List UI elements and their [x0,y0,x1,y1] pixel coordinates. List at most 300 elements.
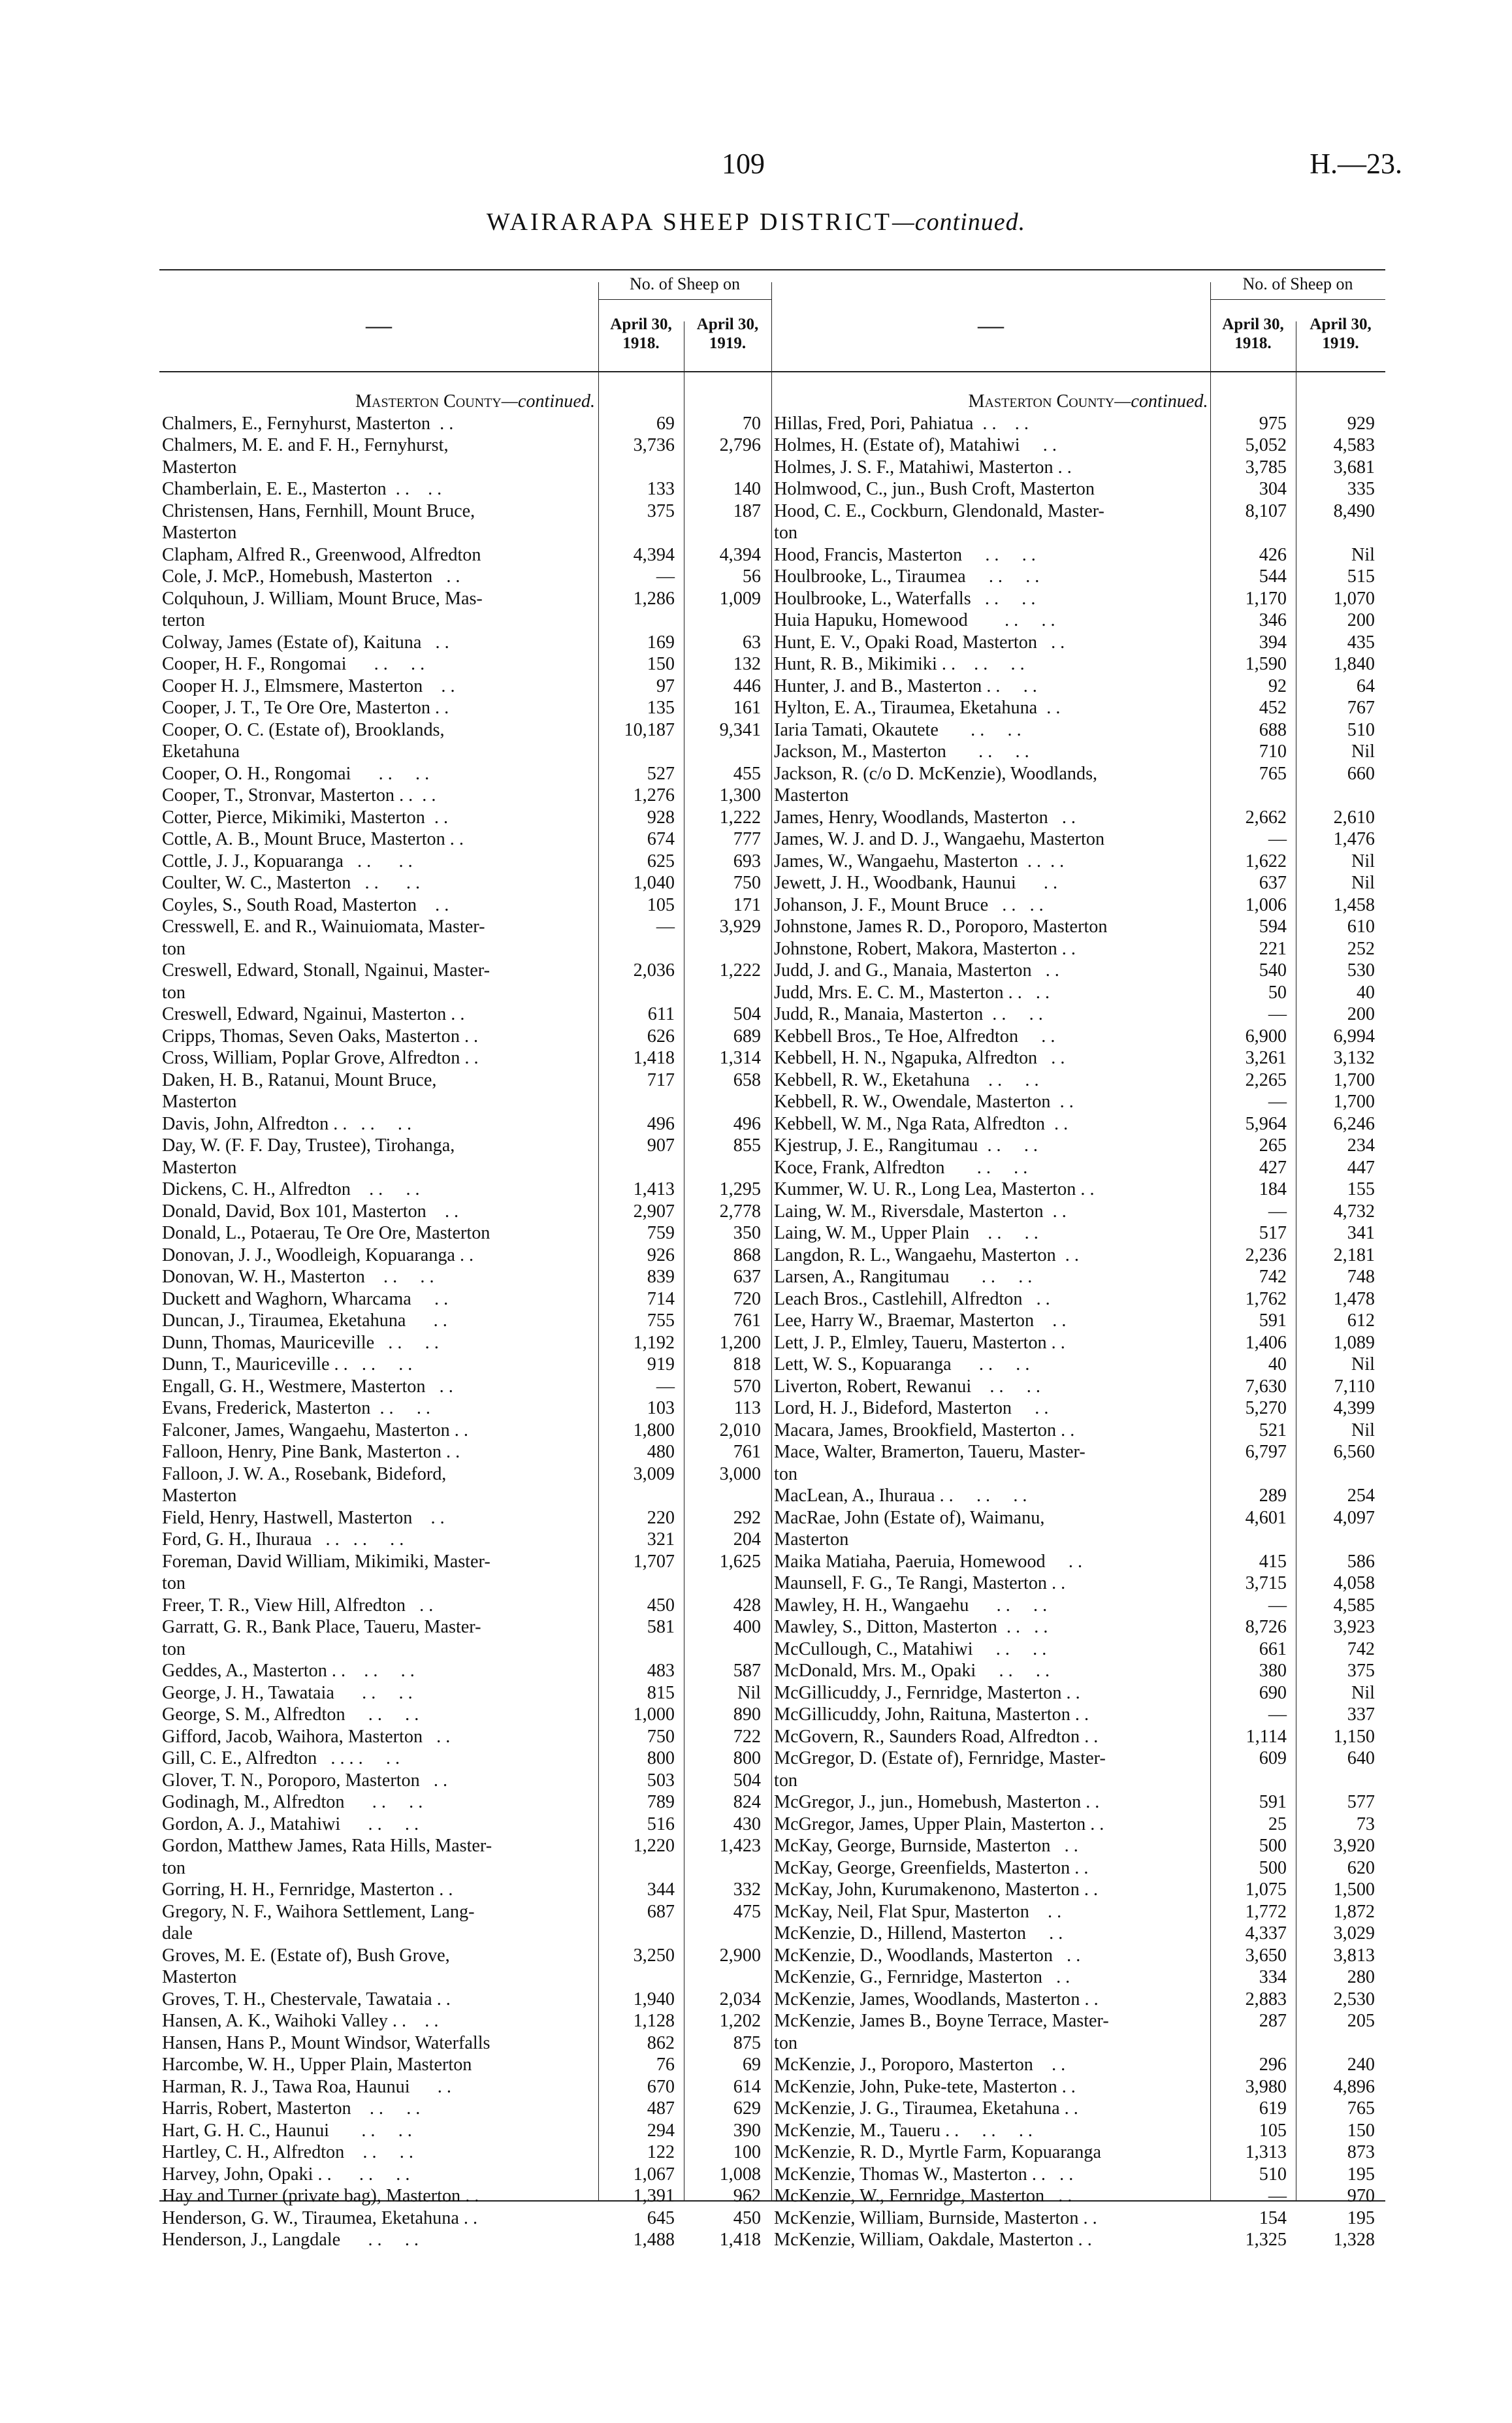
left-rows [159,413,771,2251]
sheep-1919: 240 [1347,2055,1375,2075]
owner-name: Colquhoun, J. William, Mount Bruce, Mas- [162,588,483,609]
sheep-count-header: No. of Sheep on [1210,274,1385,300]
sheep-1919: 187 [733,500,761,521]
table-row [771,2164,1385,2186]
table-row [159,1441,771,1463]
owner-name: Chalmers, E., Fernyhurst, Masterton . . [162,413,454,434]
table-row [771,1397,1385,1420]
sheep-1918: 5,270 [1245,1398,1287,1418]
owner-name: McKenzie, M., Taueru . . . . . . [774,2120,1033,2141]
table-row [159,2164,771,2186]
table-row [159,960,771,982]
owner-name: Eketahuna [162,741,240,762]
owner-name: Cooper, J. T., Te Ore Ore, Masterton . . [162,698,449,718]
sheep-1918: 1,413 [633,1179,675,1199]
sheep-1919: 530 [1347,960,1375,981]
sheep-1918: 2,907 [633,1201,675,1222]
table-row [771,653,1385,675]
owner-name: Hood, Francis, Masterton . . . . [774,544,1036,565]
table-row [159,1813,771,1836]
table-row [159,1113,771,1135]
sheep-1919: 2,796 [719,435,761,455]
owner-name: Duncan, J., Tiraumea, Eketahuna . . [162,1310,447,1331]
sheep-1919: 1,300 [719,785,761,805]
page-title [0,208,1512,236]
sheep-1919: 3,923 [1333,1617,1375,1637]
owner-name: Cooper, O. C. (Estate of), Brooklands, [162,719,445,740]
sheep-1919 [684,741,771,763]
sheep-1918: 380 [1259,1661,1287,1681]
sheep-1918: 611 [647,1004,675,1024]
table-row [771,2207,1385,2230]
owner-name: Garratt, G. R., Bank Place, Taueru, Master- [162,1617,481,1637]
table-row [771,1966,1385,1989]
table-row [159,1945,771,1967]
owner-name: Judd, R., Manaia, Masterton . . . . [774,1004,1043,1024]
table-body [771,391,1385,2251]
owner-name: Cross, William, Poplar Grove, Alfredton . . [162,1048,479,1068]
owner-name: Hay and Turner (private bag), Masterton . . [162,2186,479,2206]
sheep-1919: 510 [1347,719,1375,740]
sheep-1919 [1296,522,1385,544]
table-row [771,1310,1385,1332]
owner-name: Donovan, W. H., Masterton . . . . [162,1267,434,1287]
sheep-1919 [684,522,771,544]
sheep-1918: 5,052 [1245,435,1287,455]
owner-name: Falloon, Henry, Pine Bank, Masterton . . [162,1442,460,1462]
right-rows [771,413,1385,2251]
sheep-1918: 750 [647,1726,675,1747]
owner-name: ton [162,1638,186,1659]
sheep-1919: 1,840 [1333,654,1375,674]
sheep-1919: 1,222 [719,807,761,828]
owner-name: McGillicuddy, John, Raituna, Masterton . . [774,1704,1089,1725]
owner-name: Hartley, C. H., Alfredton . . . . [162,2142,413,2162]
sheep-1919 [1296,785,1385,807]
sheep-1918: 2,883 [1245,1989,1287,2009]
sheep-1918 [1210,1463,1296,1486]
sheep-1919: 504 [733,1004,761,1024]
table-row [159,2076,771,2098]
sheep-1919 [684,982,771,1004]
sheep-1918: 500 [1259,1836,1287,1856]
sheep-1918 [1210,522,1296,544]
table-row [771,763,1385,785]
sheep-1918: 122 [647,2142,675,2162]
owner-name: Cooper, T., Stronvar, Masterton . . . . [162,785,436,805]
sheep-1918: 105 [1259,2120,1287,2141]
sheep-1919: 515 [1347,566,1375,587]
sheep-1918: 483 [647,1661,675,1681]
sheep-1918 [598,1857,684,1879]
owner-name: Kebbell Bros., Te Hoe, Alfredton . . [774,1026,1055,1047]
owner-name: Hansen, A. K., Waihoki Valley . . . . [162,2011,439,2031]
table-row [159,1835,771,1857]
owner-name: Creswell, Edward, Ngainui, Masterton . . [162,1004,465,1024]
owner-name: Cole, J. McP., Homebush, Masterton . . [162,566,460,587]
sheep-1919: 335 [1347,479,1375,499]
sheep-1918: 265 [1259,1135,1287,1156]
table-row [771,807,1385,829]
sheep-1918: 1,192 [633,1332,675,1353]
owner-name: Dunn, T., Mauriceville . . . . . . [162,1354,413,1374]
table-row [159,1572,771,1595]
sheep-1918 [598,1572,684,1595]
sheep-1919: 4,585 [1333,1595,1375,1616]
owner-name: Hunter, J. and B., Masterton . . . . [774,675,1037,696]
sheep-1918 [598,1966,684,1989]
sheep-1919: 254 [1347,1486,1375,1506]
owner-name: McKay, George, Greenfields, Masterton . . [774,1857,1089,1878]
sheep-1918: 426 [1259,544,1287,565]
table-row [159,1616,771,1638]
table-row [771,434,1385,457]
sheep-1919: 430 [733,1813,761,1834]
sheep-1918: 221 [1259,938,1287,959]
sheep-1918 [598,1485,684,1507]
table-row [771,2010,1385,2032]
sheep-1919: 767 [1347,698,1375,718]
sheep-1918: 304 [1259,479,1287,499]
table-row [159,1879,771,1901]
sheep-1918: 637 [1259,873,1287,893]
table-row [159,1332,771,1354]
left-table [159,269,771,2250]
table-row [771,1376,1385,1398]
owner-name: Jackson, M., Masterton . . . . [774,741,1029,762]
table-row [159,588,771,610]
table-row [771,1222,1385,1244]
table-row [771,610,1385,632]
table-row [159,2098,771,2120]
sheep-1918: 1,220 [633,1836,675,1856]
owner-name: Cooper, O. H., Rongomai . . . . [162,763,430,784]
sheep-1919: 155 [1347,1179,1375,1199]
table-row [771,2076,1385,2098]
owner-name: Colway, James (Estate of), Kaituna . . [162,632,449,653]
sheep-1919: 777 [733,829,761,849]
table-row [771,457,1385,479]
sheep-1918: 3,250 [633,1945,675,1966]
table-row [159,610,771,632]
owner-name: Chamberlain, E. E., Masterton . . . . [162,479,442,499]
sheep-1919: 587 [733,1661,761,1681]
owner-name: Harris, Robert, Masterton . . . . [162,2098,421,2119]
table-row [159,1682,771,1704]
table-row [771,916,1385,938]
sheep-1919: 63 [742,632,761,653]
sheep-1919: 610 [1347,917,1375,937]
table-row [771,1660,1385,1682]
table-row [159,894,771,917]
owner-name: MacRae, John (Estate of), Waimanu, [774,1507,1045,1528]
table-row [159,2054,771,2076]
sheep-1919: 824 [733,1792,761,1812]
sheep-1919: 69 [742,2055,761,2075]
table-row [159,434,771,457]
sheep-1918: 50 [1268,982,1287,1003]
owner-name: George, J. H., Tawataia . . . . [162,1682,413,1703]
year-1919-year: 1919. [709,334,747,352]
owner-name: McKenzie, J., Poroporo, Masterton . . [774,2055,1066,2075]
owner-name: Maika Matiaha, Paeruia, Homewood . . [774,1551,1083,1572]
sheep-1918: — [1268,1595,1287,1616]
sheep-1918: 517 [1259,1223,1287,1243]
sheep-1919: 890 [733,1704,761,1725]
table-row [771,588,1385,610]
sheep-1918: 759 [647,1223,675,1243]
table-row [159,982,771,1004]
sheep-1918: 674 [647,829,675,849]
owner-name: Masterton [162,1967,237,1987]
owner-name: Donald, David, Box 101, Masterton . . [162,1201,459,1222]
table-row [771,2120,1385,2142]
owner-name: Cooper H. J., Elmsmere, Masterton . . [162,675,455,696]
owner-name: McKenzie, D., Woodlands, Masterton . . [774,1945,1081,1966]
sheep-1919: 113 [733,1398,761,1418]
sheep-1919 [684,1638,771,1661]
owner-name: Gill, C. E., Alfredton . . . . . . [162,1748,400,1768]
sheep-1919: Nil [1351,873,1375,893]
sheep-1918: 287 [1259,2011,1287,2031]
owner-name: Mace, Walter, Bramerton, Taueru, Master- [774,1442,1086,1462]
owner-name: McKay, John, Kurumakenono, Masterton . . [774,1879,1099,1900]
table-row [771,1463,1385,1486]
table-row [159,697,771,719]
owner-name: McKenzie, Thomas W., Masterton . . . . [774,2164,1074,2185]
owner-name: George, S. M., Alfredton . . . . [162,1704,419,1725]
right-table [771,269,1385,2250]
owner-name: Hansen, Hans P., Mount Windsor, Waterfalls [162,2032,491,2053]
owner-name: Falloon, J. W. A., Rosebank, Bideford, [162,1463,447,1484]
sheep-1918: 3,650 [1245,1945,1287,1966]
sheep-1919: 570 [733,1376,761,1397]
table-row [159,1222,771,1244]
section-name: Masterton County [355,391,502,412]
owner-name: Godinagh, M., Alfredton . . . . [162,1792,423,1812]
owner-name: ton [162,1857,186,1878]
sheep-1919: 2,034 [719,1989,761,2009]
sheep-1918: 2,265 [1245,1069,1287,1090]
sheep-1918: 3,715 [1245,1573,1287,1593]
sheep-1918 [598,457,684,479]
owner-name: Kjestrup, J. E., Rangitumau . . . . [774,1135,1038,1156]
owner-name: Masterton [162,1092,237,1112]
sheep-1918: 480 [647,1442,675,1462]
sheep-1919: 375 [1347,1661,1375,1681]
sheep-1919: 1,222 [719,960,761,981]
owner-name: ton [162,982,186,1003]
sheep-1919 [684,1091,771,1113]
table-row [159,1485,771,1507]
owner-name: Masterton [774,785,849,805]
sheep-1919 [684,1857,771,1879]
table-row [159,413,771,435]
owner-name: Cresswell, E. and R., Wainuiomata, Master- [162,917,485,937]
sheep-1918: 40 [1268,1354,1287,1374]
sheep-1919: 205 [1347,2011,1375,2031]
sheep-1918: 3,261 [1245,1048,1287,1068]
table-row [159,522,771,544]
owner-name: Kebbell, R. W., Eketahuna . . . . [774,1069,1039,1090]
table-row [771,1551,1385,1573]
sheep-1918 [598,741,684,763]
table-row [159,1157,771,1179]
sheep-1919: 450 [733,2207,761,2228]
owner-name: McGregor, J., jun., Homebush, Masterton . . [774,1792,1100,1812]
sheep-1918: 4,394 [633,544,675,565]
sheep-1919: 341 [1347,1223,1375,1243]
owner-name: Davis, John, Alfredton . . . . . . [162,1113,412,1134]
table-row [159,1966,771,1989]
section-suffix: —continued. [1114,391,1208,412]
sheep-1918: 6,900 [1245,1026,1287,1047]
table-row [159,478,771,500]
sheep-1918: 1,772 [1245,1901,1287,1922]
table-row [771,872,1385,894]
table-row [159,828,771,851]
table-row [771,1201,1385,1223]
table-row [159,1529,771,1551]
table-row [771,1266,1385,1288]
sheep-1919: 4,896 [1333,2076,1375,2097]
table-row [159,938,771,960]
table-row [771,1529,1385,1551]
sheep-1919: 1,295 [719,1179,761,1199]
table-row [159,1179,771,1201]
table-row [771,1179,1385,1201]
sheep-1919: 2,530 [1333,1989,1375,2009]
sheep-1919: 252 [1347,938,1375,959]
table-header [159,269,771,372]
owner-name: Johanson, J. F., Mount Bruce . . . . [774,894,1044,915]
sheep-1918: 919 [647,1354,675,1374]
sheep-1919: 720 [733,1288,761,1309]
sheep-1919: 70 [742,413,761,434]
table-row [771,938,1385,960]
sheep-1918 [1210,2032,1296,2055]
table-row [159,1901,771,1923]
sheep-1919: 1,500 [1333,1879,1375,1900]
sheep-1919: 660 [1347,763,1375,784]
sheep-1918: 926 [647,1244,675,1265]
sheep-1919: 873 [1347,2142,1375,2162]
sheep-1918: 2,036 [633,960,675,981]
sheep-1918 [598,1091,684,1113]
sheep-1919: 435 [1347,632,1375,653]
sheep-1919: 3,132 [1333,1048,1375,1068]
table-row [159,872,771,894]
table-row [159,1397,771,1420]
owner-name: Holmes, J. S. F., Matahiwi, Masterton . . [774,457,1072,478]
owner-name: Gordon, A. J., Matahiwi . . . . [162,1813,419,1834]
sheep-1918: 154 [1259,2207,1287,2228]
sheep-1919: Nil [1351,544,1375,565]
title-main: WAIRARAPA SHEEP DISTRICT [486,208,892,236]
sheep-1919: 150 [1347,2120,1375,2141]
sheep-1919: 400 [733,1617,761,1637]
table-row [771,1288,1385,1310]
owner-name: Dickens, C. H., Alfredton . . . . [162,1179,420,1199]
sheep-1919: 875 [733,2032,761,2053]
sheep-1918: 710 [1259,741,1287,762]
table-row [771,1420,1385,1442]
sheep-1919: 9,341 [719,719,761,740]
sheep-1918: 510 [1259,2164,1287,2185]
owner-name: Freer, T. R., View Hill, Alfredton . . [162,1595,434,1616]
sheep-1919: 446 [733,675,761,696]
table-row [771,1835,1385,1857]
sheep-1919: 2,900 [719,1945,761,1966]
sheep-1919: 3,000 [719,1463,761,1484]
sheep-1918: — [656,566,675,587]
sheep-1919: 1,423 [719,1836,761,1856]
sheep-1919: 195 [1347,2164,1375,2185]
owner-name: Falconer, James, Wangaehu, Masterton . . [162,1420,468,1440]
owner-name: McGovern, R., Saunders Road, Alfredton . . [774,1726,1099,1747]
sheep-1918: 1,590 [1245,654,1287,674]
table-row [159,1376,771,1398]
owner-name: Cripps, Thomas, Seven Oaks, Masterton . . [162,1026,479,1047]
sheep-1918: 3,785 [1245,457,1287,478]
year-1918-header [598,315,684,353]
owner-name: Lee, Harry W., Braemar, Masterton . . [774,1310,1067,1331]
sheep-1919: 7,110 [1334,1376,1375,1397]
sheep-1918: 76 [656,2055,675,2075]
sheep-1919: 3,920 [1333,1836,1375,1856]
owner-name: McKenzie, G., Fernridge, Masterton . . [774,1967,1070,1987]
sheep-1919: 693 [733,851,761,871]
sheep-1918: 321 [647,1529,675,1550]
owner-name: Day, W. (F. F. Day, Trustee), Tirohanga, [162,1135,455,1156]
table-row [159,1003,771,1026]
owner-name: McKenzie, R. D., Myrtle Farm, Kopuaranga [774,2142,1101,2162]
owner-name: Lett, J. P., Elmley, Taueru, Masterton . . [774,1332,1065,1353]
section-heading [771,391,1385,413]
table-row [771,828,1385,851]
sheep-1918: 1,418 [633,1048,675,1068]
sheep-1918: 626 [647,1026,675,1047]
sheep-1919: 929 [1347,413,1375,434]
table-row [771,675,1385,698]
sheep-1918: 1,313 [1245,2142,1287,2162]
sheep-1919: Nil [1351,1354,1375,1374]
sheep-1919: 1,476 [1333,829,1375,849]
owner-name: Gorring, H. H., Fernridge, Masterton . . [162,1879,453,1900]
table-row [771,1507,1385,1529]
table-row [159,1923,771,1945]
sheep-1918: 450 [647,1595,675,1616]
owner-name: Macara, James, Brookfield, Masterton . . [774,1420,1075,1440]
owner-name: Groves, M. E. (Estate of), Bush Grove, [162,1945,450,1966]
table-row [771,1595,1385,1617]
sheep-1918: 645 [647,2207,675,2228]
sheep-1918: 294 [647,2120,675,2141]
sheep-1918: 1,391 [633,2186,675,2206]
sheep-1918: 581 [647,1617,675,1637]
owner-name: Hunt, R. B., Mikimiki . . . . . . [774,654,1025,674]
sheep-1919: 855 [733,1135,761,1156]
table-row [159,1288,771,1310]
sheep-1919: 3,813 [1333,1945,1375,1966]
owner-name: Houlbrooke, L., Waterfalls . . . . [774,588,1036,609]
owner-name: ton [774,523,798,543]
table-row [771,960,1385,982]
owner-name: Henderson, J., Langdale . . . . [162,2230,419,2250]
sheep-1918: 92 [1268,675,1287,696]
sheep-1918: 346 [1259,610,1287,630]
sheep-1918: 839 [647,1267,675,1287]
